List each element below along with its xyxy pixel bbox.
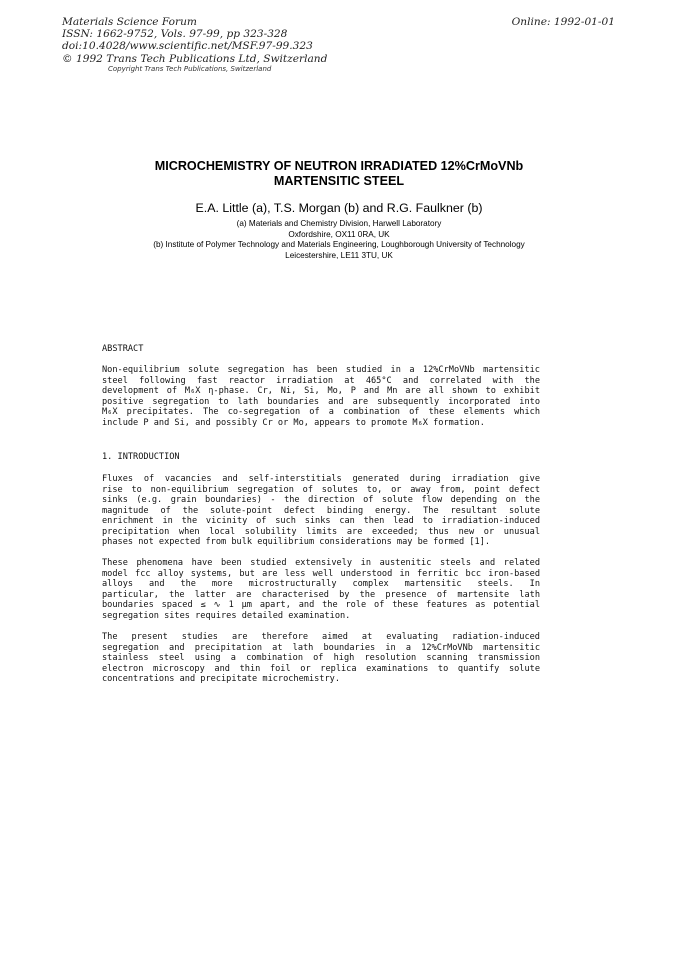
paragraph-line: magnitude of the solute-point defect binding energy. The resultant solute (102, 505, 540, 516)
paragraph-line: Fluxes of vacancies and self-interstitials generated during irradiation give (102, 474, 540, 484)
intro-paragraph-1 (102, 474, 540, 548)
copyright-stamp: Copyright Trans Tech Publications, Switzerland (108, 64, 272, 73)
issn-line: ISSN: 1662-9752, Vols. 97-99, pp 323-328 (62, 28, 288, 41)
intro-paragraph-2 (102, 558, 540, 621)
online-date: Online: 1992-01-01 (511, 16, 615, 28)
paragraph-line: precipitation when local solubility limits are exceeded; thus new or unusual (102, 526, 540, 537)
abstract-line: development of M₆X η-phase. Cr, Ni, Si, Mo, P and Mn are all shown to exhibit (102, 386, 540, 396)
paragraph-line: stainless steel using a combination of high resolution scanning transmission (102, 653, 540, 663)
paragraph-line: alloys and the more microstructurally complex martensitic steels. In (102, 579, 540, 589)
paragraph-line: electron microscopy and thin foil or replica examinations to quantify solute (102, 663, 540, 674)
doi-line: doi:10.4028/www.scientific.net/MSF.97-99.323 (62, 40, 313, 53)
journal-name: Materials Science Forum (62, 16, 197, 28)
abstract-line: M₆X precipitates. The co-segregation of a combination of these elements which (102, 407, 540, 417)
paragraph-line: phases not expected from bulk equilibrium considerations may be formed [1]. (102, 537, 491, 547)
paragraph-line: segregation and precipitation at lath boundaries in a 12%CrMoVNb martensitic (102, 642, 540, 653)
copyright-line: © 1992 Trans Tech Publications Ltd, Switzerland (62, 52, 328, 65)
affiliation-line: (a) Materials and Chemistry Division, Harwell Laboratory (236, 219, 442, 228)
paragraph-line: concentrations and precipitate microchemistry. (102, 674, 340, 684)
abstract-heading: ABSTRACT (102, 344, 144, 354)
abstract-line: Non-equilibrium solute segregation has been studied in a 12%CrMoVNb martensitic (102, 365, 540, 375)
affiliations (0, 219, 678, 261)
paragraph-line: The present studies are therefore aimed at evaluating radiation-induced (102, 632, 540, 642)
introduction-heading: 1. INTRODUCTION (102, 452, 180, 462)
title-line-2: MARTENSITIC STEEL (273, 174, 405, 188)
affiliation-line: (b) Institute of Polymer Technology and Materials Engineering, Loughborough University of Technology (153, 240, 525, 250)
abstract-line: positive segregation to lath boundaries and are subsequently incorporated into (102, 396, 540, 407)
author-list: E.A. Little (a), T.S. Morgan (b) and R.G. Faulkner (b) (195, 201, 483, 215)
paragraph-line: particular, the latter are characterised by the presence of martensite lath (102, 589, 540, 600)
affiliation-line: Leicestershire, LE11 3TU, UK (285, 250, 393, 260)
paragraph-line: enrichment in the vicinity of such sinks can then lead to irradiation-induced (102, 516, 540, 526)
intro-paragraph-3 (102, 632, 540, 685)
paragraph-line: These phenomena have been studied extensively in austenitic steels and related (102, 558, 540, 568)
paragraph-line: boundaries spaced ≤ ∿ 1 µm apart, and the role of these features as potential (102, 600, 540, 610)
abstract-line: include P and Si, and possibly Cr or Mo, appears to promote M₆X formation. (102, 417, 485, 428)
paragraph-line: segregation sites requires detailed examination. (102, 610, 351, 621)
title-block (0, 159, 678, 261)
abstract-body (102, 365, 540, 428)
title-line-1: MICROCHEMISTRY OF NEUTRON IRRADIATED 12%CrMoVNb (154, 159, 524, 173)
paragraph-line: sinks (e.g. grain boundaries) - the direction of solute flow depending on the (102, 495, 540, 505)
publication-metadata (62, 16, 327, 74)
affiliation-line: Oxfordshire, OX11 0RA, UK (288, 229, 390, 239)
paragraph-line: model fcc alloy systems, but are less well understood in ferritic bcc iron-based (102, 568, 540, 579)
paragraph-line: rise to non-equilibrium segregation of solutes to, or away from, point defect (102, 484, 540, 495)
paper-title (0, 159, 678, 189)
abstract-line: steel following fast reactor irradiation at 465°C and correlated with the (102, 375, 540, 386)
